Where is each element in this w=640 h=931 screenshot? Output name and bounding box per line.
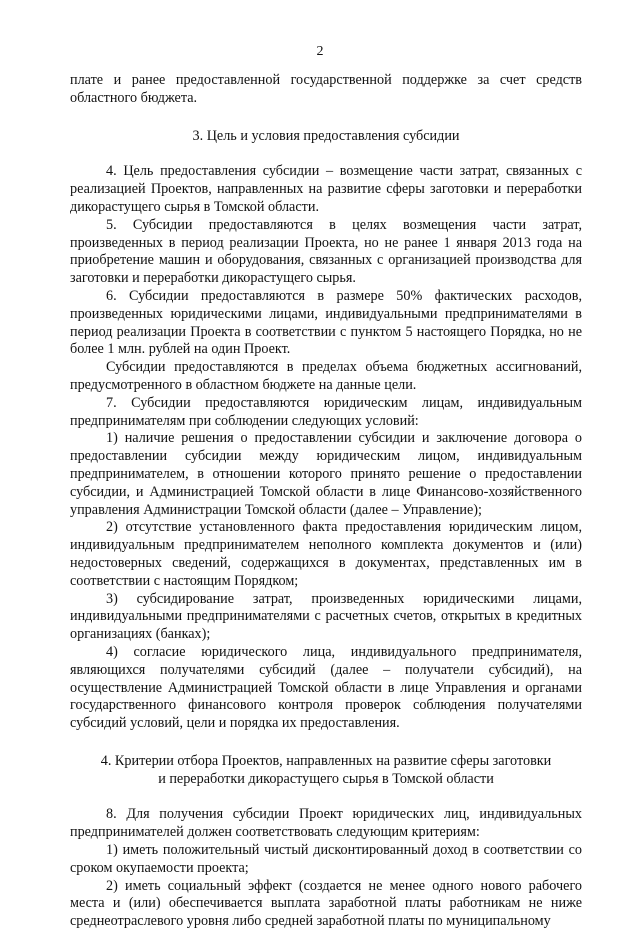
section4-heading-line1: 4. Критерии отбора Проектов, направленных на развитие сферы заготовки [100,752,552,769]
section3-paragraph: 1) наличие решения о предоставлении субсидии и заключение договора о предоставлении субсидии между юридическим лицом, индивидуальным предпринимателем, в отношении которого принято решение о предоставлении субсидии, и Администрацией Томской области в лице Финансово-хозяйственного управления Администрации Томской области (далее – Управление); [70,430,582,518]
section3-paragraph: 5. Субсидии предоставляются в целях возмещения части затрат, произведенных в период реализации Проекта, но не ранее 1 января 2013 года на приобретение машин и оборудования, связанных с организацией производства для заготовки и переработки дикорастущего сырья. [70,216,582,287]
section4-paragraph: 1) иметь положительный чистый дисконтированный доход в соответствии со сроком окупаемости проекта; [70,842,582,876]
intro-paragraph: плате и ранее предоставленной государственной поддержке за счет средств областного бюджета. [70,72,582,106]
section3-paragraph: 3) субсидирование затрат, произведенных юридическими лицами, индивидуальными предпринимателями с расчетных счетов, открытых в кредитных организациях (банках); [70,590,582,643]
spacer [70,733,582,753]
section3-paragraph: 4. Цель предоставления субсидии – возмещение части затрат, связанных с реализацией Проектов, направленных на развитие сферы заготовки и переработки дикорастущего сырья в Томской области. [70,163,582,215]
section4-paragraph: 8. Для получения субсидии Проект юридических лиц, индивидуальных предпринимателей должен соответствовать следующим критериям: [70,806,582,841]
section4-heading-line2: и переработки дикорастущего сырья в Томской области [158,770,494,787]
document-body [70,72,582,931]
section3-paragraph: 7. Субсидии предоставляются юридическим лицам, индивидуальным предпринимателям при соблюдении следующих условий: [70,394,582,429]
page-number: 2 [316,44,324,59]
section3-paragraph: 4) согласие юридического лица, индивидуального предпринимателя, являющихся получателями субсидий (далее – получатели субсидий), на осуществление Администрацией Томской области в лице Управления и органами государственного финансового контроля проверок соблюдения получателями субсидий условий, цели и порядка их предоставления. [70,643,582,732]
spacer [70,108,582,128]
section3-paragraph: 6. Субсидии предоставляются в размере 50% фактических расходов, произведенных юридическими лицами, индивидуальными предпринимателями в период реализации Проекта в соответствии с пунктом 5 настоящего Порядка, но не более 1 млн. рублей на один Проект. [70,287,582,358]
section3-paragraph: Субсидии предоставляются в пределах объема бюджетных ассигнований, предусмотренного в областном бюджете на данные цели. [70,359,582,393]
section3-heading: 3. Цель и условия предоставления субсидии [192,127,460,144]
section3-paragraph: 2) отсутствие установленного факта предоставления юридическим лицом, индивидуальным предпринимателем неполного комплекта документов и (или) недостоверных сведений, содержащихся в документах, представленных им в соответствии с настоящим Порядком; [70,519,582,589]
spacer [70,788,582,806]
spacer [70,145,582,163]
section4-paragraph: 2) иметь социальный эффект (создается не менее одного нового рабочего места и (или) обеспечивается выплата заработной платы работникам не ниже среднеотраслевого уровня либо средней заработной платы по муниципальному [70,877,582,930]
